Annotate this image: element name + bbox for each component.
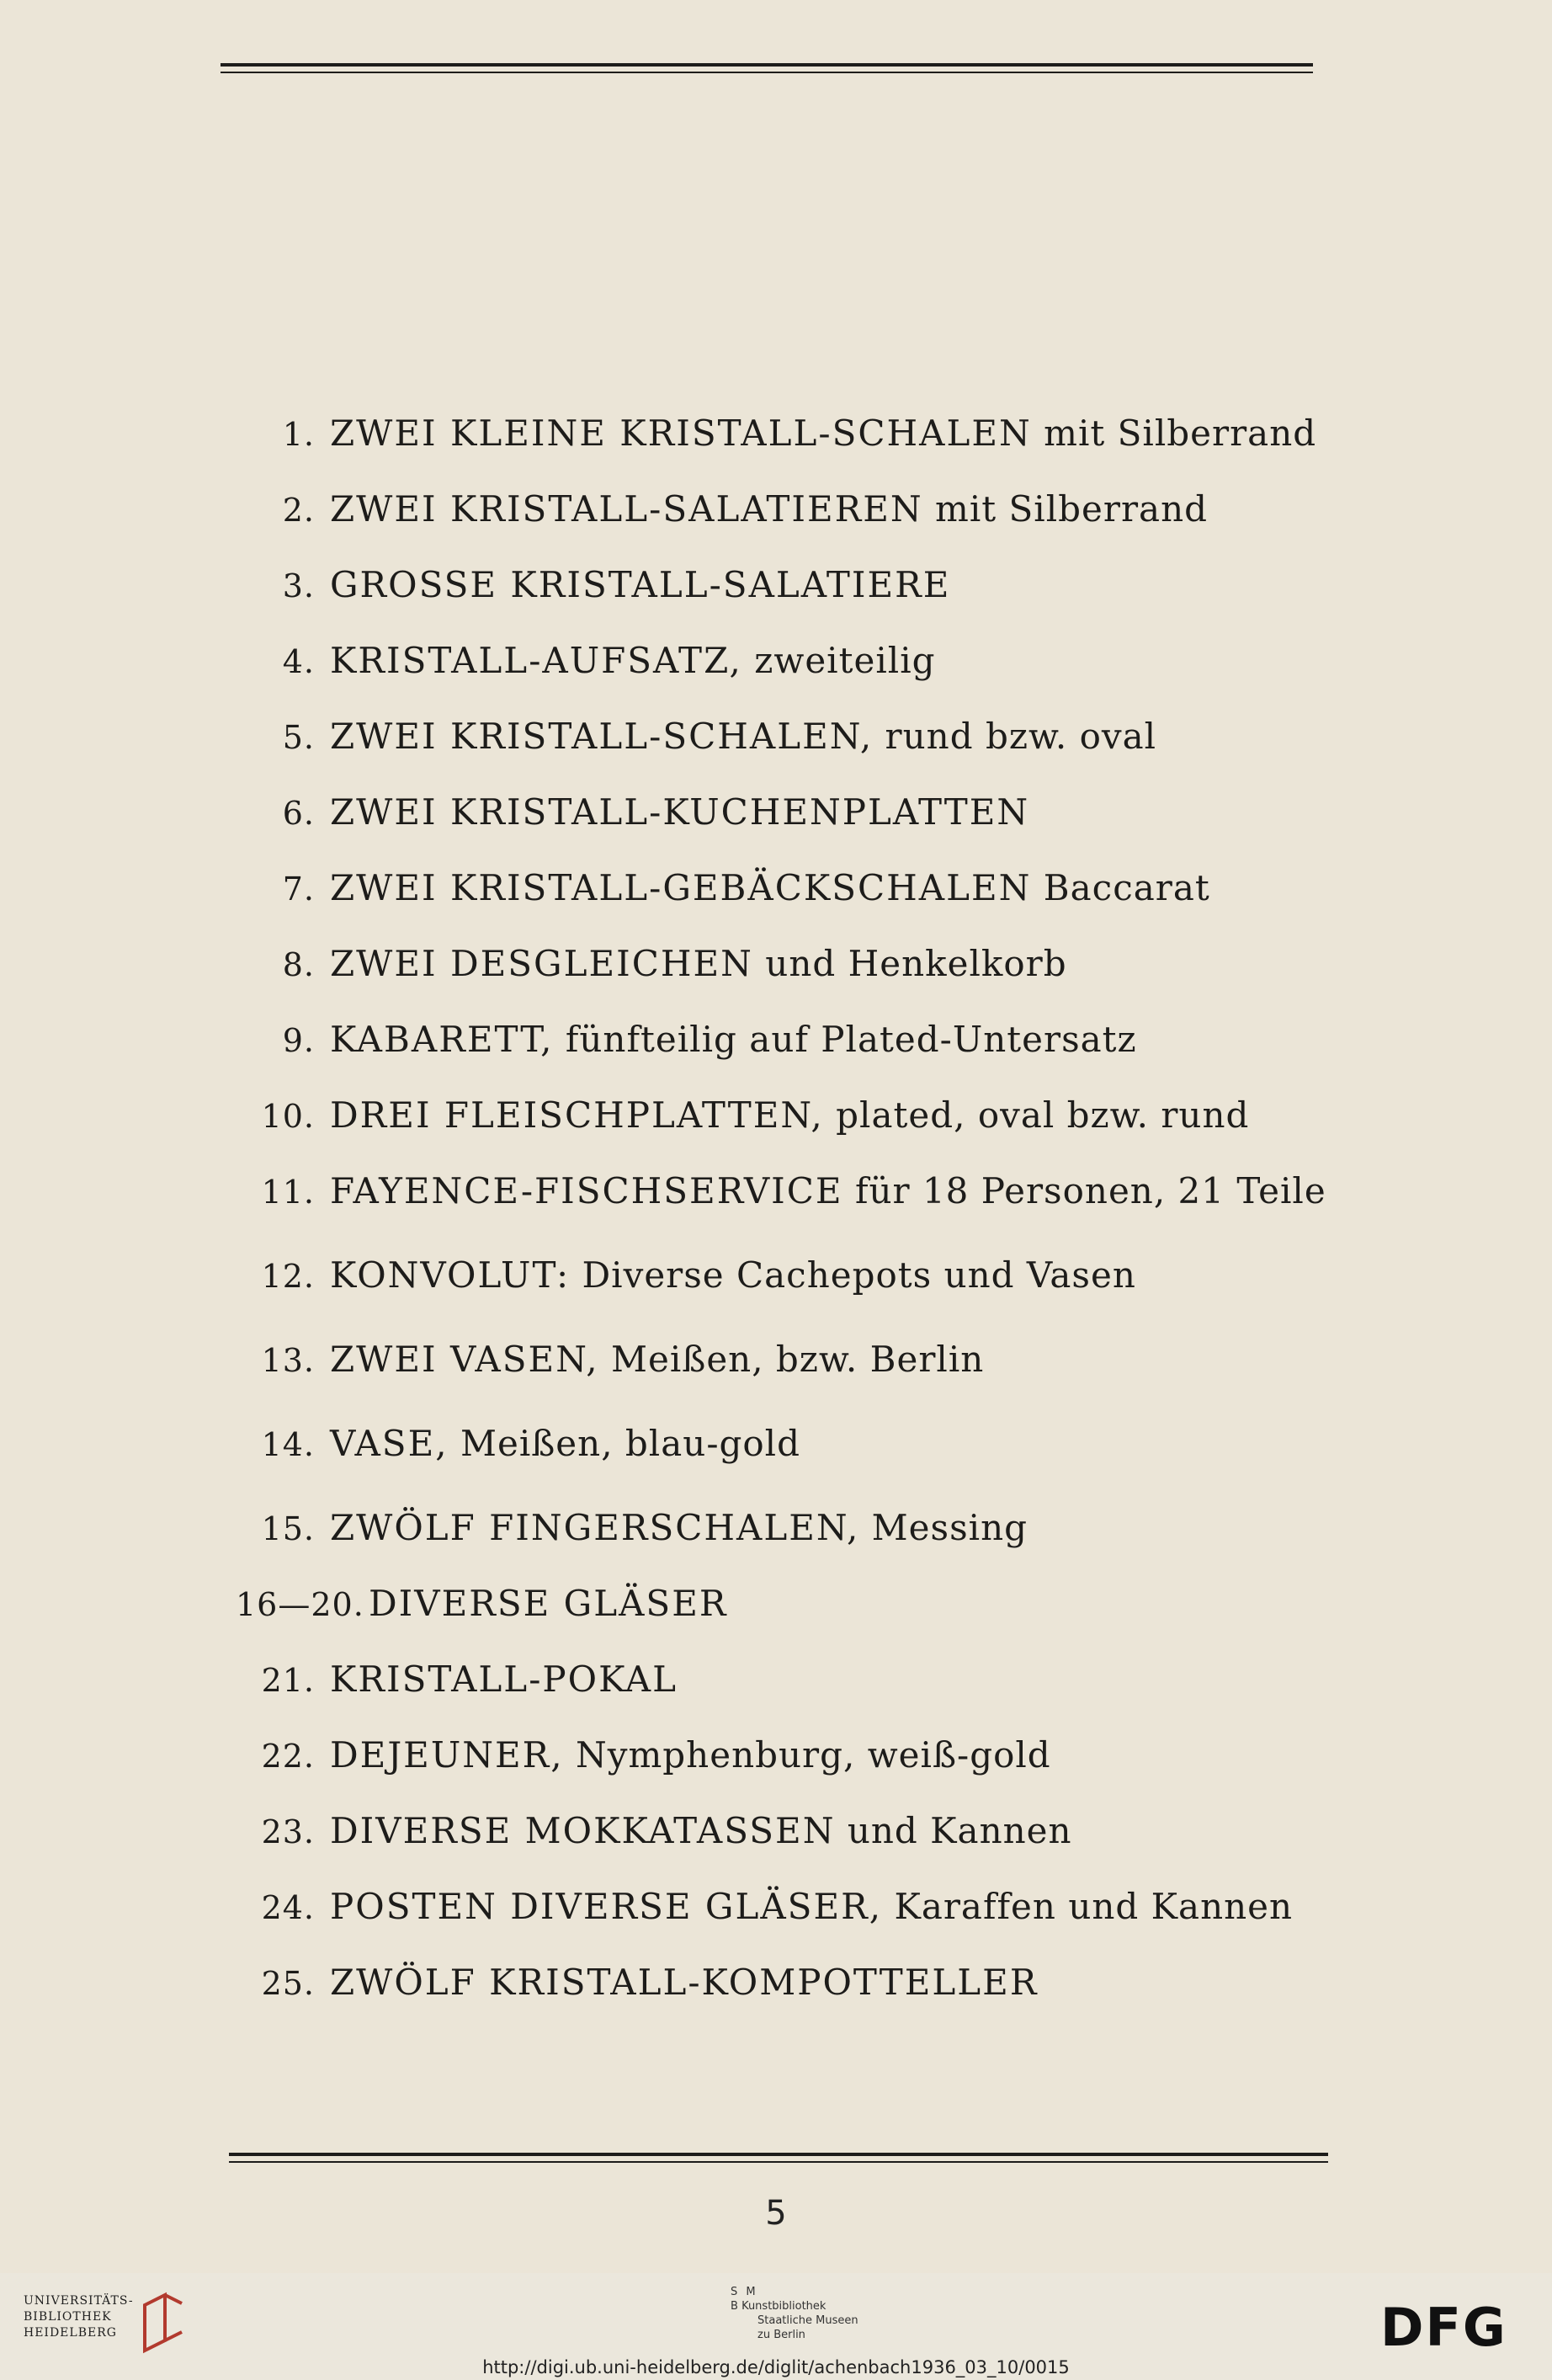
list-item <box>236 1423 800 1466</box>
lot-title: DREI FLEISCHPLATTEN, <box>330 1094 824 1136</box>
lot-title: KRISTALL-AUFSATZ, <box>330 640 742 681</box>
lot-title: ZWEI DESGLEICHEN <box>330 943 753 984</box>
lot-number: 25. <box>261 1965 315 2002</box>
list-item <box>236 640 936 683</box>
permalink-url[interactable]: http://digi.ub.uni-heidelberg.de/diglit/achenbach1936_03_10/0015 <box>482 2357 1070 2377</box>
lot-detail: mit Silberrand <box>1044 413 1317 454</box>
lot-title: DEJEUNER, <box>330 1734 564 1776</box>
lot-number: 24. <box>261 1889 315 1926</box>
lot-title: ZWEI KRISTALL-KUCHENPLATTEN <box>330 791 1030 833</box>
lot-title: ZWEI VASEN, <box>330 1339 599 1380</box>
list-item <box>236 1659 678 1701</box>
lot-number: 14. <box>261 1426 315 1463</box>
lot-detail: und Henkelkorb <box>765 943 1067 984</box>
lot-title: GROSSE KRISTALL-SALATIERE <box>330 564 951 605</box>
lot-title: DIVERSE GLÄSER <box>369 1583 728 1624</box>
lot-title: ZWÖLF FINGERSCHALEN, <box>330 1507 860 1548</box>
list-item <box>236 1886 1293 1929</box>
dfg-logo[interactable]: DFG <box>1380 2297 1507 2358</box>
lot-detail: rund bzw. oval <box>885 716 1157 757</box>
list-item <box>236 413 1316 455</box>
lot-number: 15. <box>261 1510 315 1547</box>
page-number: 5 <box>765 2194 787 2233</box>
digitization-footer <box>0 2273 1552 2380</box>
lot-title: ZWEI KRISTALL-SALATIEREN <box>330 488 923 530</box>
lot-detail: mit Silberrand <box>935 488 1209 530</box>
lot-title: DIVERSE MOKKATASSEN <box>330 1810 836 1851</box>
lot-number: 22. <box>261 1738 315 1775</box>
lot-title: POSTEN DIVERSE GLÄSER, <box>330 1886 883 1927</box>
sm-letters: S M <box>731 2286 758 2298</box>
list-item <box>236 1734 1051 1777</box>
lot-detail: und Kannen <box>847 1810 1072 1851</box>
lot-title: ZWEI KLEINE KRISTALL-SCHALEN <box>330 413 1032 454</box>
university-library-mark-icon <box>140 2288 187 2356</box>
library-name-line: UNIVERSITÄTS- <box>24 2294 134 2308</box>
lot-number: 9. <box>282 1022 315 1059</box>
bottom-double-rule <box>229 2153 1328 2163</box>
lot-title: ZWEI KRISTALL-SCHALEN, <box>330 716 874 757</box>
lot-number: 1. <box>282 416 315 453</box>
list-item <box>236 1254 1136 1297</box>
lot-detail: Meißen, bzw. Berlin <box>610 1339 985 1380</box>
list-item <box>236 716 1156 759</box>
museum-name-line: Kunstbibliothek <box>741 2300 826 2313</box>
university-library-logo[interactable] <box>24 2293 134 2341</box>
lot-detail: plated, oval bzw. rund <box>836 1094 1250 1136</box>
lot-detail: zweiteilig <box>754 640 936 681</box>
lot-number: 8. <box>282 946 315 983</box>
lot-title: VASE, <box>330 1423 449 1464</box>
museum-credit <box>731 2285 858 2342</box>
lot-number: 3. <box>282 567 315 604</box>
list-item <box>236 1962 1038 2005</box>
library-name-line: HEIDELBERG <box>24 2326 117 2340</box>
list-item <box>236 1583 728 1626</box>
lot-number: 12. <box>261 1258 315 1295</box>
library-name-line: BIBLIOTHEK <box>24 2310 112 2324</box>
lot-title: FAYENCE-FISCHSERVICE <box>330 1170 843 1211</box>
lot-number: 13. <box>261 1342 315 1379</box>
sm-b: B <box>731 2300 738 2313</box>
lot-detail: Nymphenburg, weiß-gold <box>575 1734 1051 1776</box>
lot-title: ZWEI KRISTALL-GEBÄCKSCHALEN <box>330 867 1032 908</box>
lot-detail: Diverse Cachepots und Vasen <box>582 1254 1136 1296</box>
lot-number: 5. <box>282 719 315 756</box>
lot-number: 7. <box>282 871 315 908</box>
list-item <box>236 564 950 607</box>
lot-detail: für 18 Personen, 21 Teile <box>854 1170 1326 1211</box>
lot-number: 4. <box>282 643 315 680</box>
lot-title: KRISTALL-POKAL <box>330 1659 678 1700</box>
lot-number: 21. <box>261 1662 315 1699</box>
list-item <box>236 1507 1028 1550</box>
top-double-rule <box>221 63 1313 73</box>
lot-title: KABARETT, <box>330 1019 554 1060</box>
list-item <box>236 1019 1137 1062</box>
lot-number: 6. <box>282 795 315 832</box>
lot-detail: Meißen, blau-gold <box>460 1423 800 1464</box>
museum-name-line: zu Berlin <box>757 2329 805 2341</box>
list-item <box>236 1339 984 1382</box>
museum-name-line: Staatliche Museen <box>757 2314 858 2327</box>
lot-number: 10. <box>261 1098 315 1135</box>
lot-number: 16—20. <box>236 1586 364 1623</box>
lot-detail: Messing <box>871 1507 1028 1548</box>
lot-number: 23. <box>261 1813 315 1850</box>
lot-detail: Karaffen und Kannen <box>894 1886 1294 1927</box>
lot-title: KONVOLUT: <box>330 1254 571 1296</box>
lot-number: 2. <box>282 492 315 529</box>
list-item <box>236 943 1067 986</box>
list-item <box>236 1170 1326 1213</box>
lot-detail: Baccarat <box>1043 867 1210 908</box>
list-item <box>236 791 1029 834</box>
list-item <box>236 867 1210 910</box>
lot-number: 11. <box>261 1174 315 1211</box>
list-item <box>236 488 1208 531</box>
lot-title: ZWÖLF KRISTALL-KOMPOTTELLER <box>330 1962 1039 2003</box>
lot-detail: fünfteilig auf Plated-Untersatz <box>565 1019 1137 1060</box>
list-item <box>236 1810 1072 1853</box>
list-item <box>236 1094 1249 1137</box>
